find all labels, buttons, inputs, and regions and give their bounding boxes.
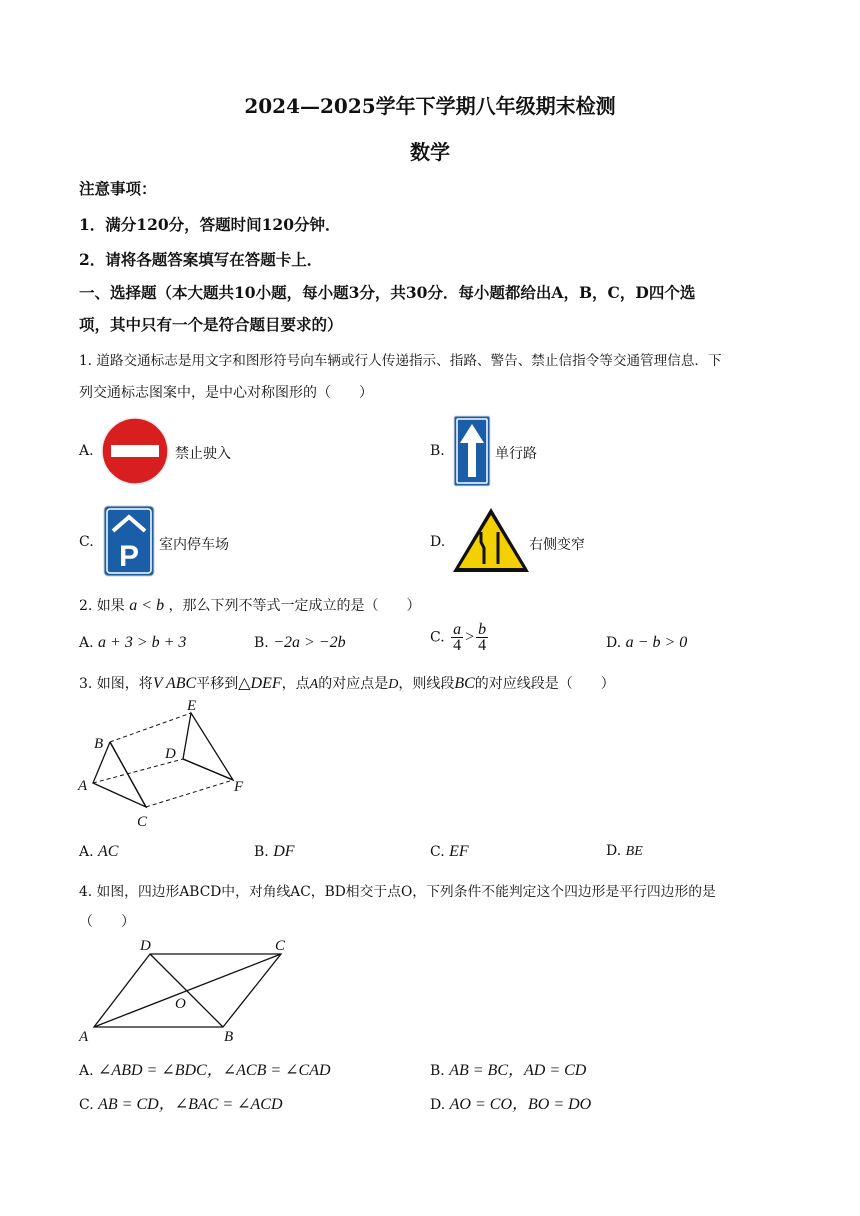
- q2-option-d-letter: D.: [606, 635, 622, 651]
- q2-option-d-expr: a − b > 0: [625, 634, 688, 651]
- q4-label-o: O: [175, 996, 186, 1012]
- q4-option-d[interactable]: D. AO = CO，BO = DO: [430, 1096, 592, 1113]
- q2-option-c-rel: >: [465, 628, 475, 646]
- q3-option-d[interactable]: D. BE: [606, 843, 643, 859]
- indoor-parking-icon: [103, 505, 155, 577]
- q1-stem-line2: 列交通标志图案中，是中心对称图形的（ ）: [79, 385, 373, 401]
- q2-condition: a < b: [129, 597, 165, 614]
- q1-option-d-letter[interactable]: D.: [430, 534, 446, 550]
- section-heading-line1: 一、选择题（本大题共10小题，每小题3分，共30分．每小题都给出A，B，C，D四个选: [79, 283, 696, 302]
- svg-text:P: P: [118, 540, 140, 573]
- q1-option-d-label: 右侧变窄: [529, 537, 585, 553]
- q1-option-b-label: 单行路: [495, 446, 537, 462]
- q3-stem: 3. 如图，将V ABC平移到△DEF，点A的对应点是D，则线段BC的对应线段是（ ）: [79, 675, 615, 692]
- q3-label-e: E: [187, 698, 197, 714]
- q2-option-c-letter: C.: [430, 629, 445, 646]
- q4-option-a[interactable]: A. ∠ABD = ∠BDC，∠ACB = ∠CAD: [79, 1062, 331, 1079]
- road-narrows-right-icon: [451, 506, 531, 574]
- q4-parallelogram-figure: [74, 934, 304, 1046]
- q4-label-c: C: [275, 938, 286, 954]
- q3-option-b[interactable]: B. DF: [254, 843, 295, 860]
- q2-option-c[interactable]: [430, 622, 490, 653]
- q4-label-b: B: [224, 1029, 234, 1045]
- q2-option-a[interactable]: [79, 634, 186, 652]
- subject-title: 数学: [410, 140, 450, 164]
- q3-label-f: F: [234, 779, 244, 795]
- q1-option-c-label: 室内停车场: [159, 537, 229, 553]
- section-heading-line2: 项，其中只有一个是符合题目要求的）: [79, 315, 343, 334]
- q4-option-c[interactable]: C. AB = CD，∠BAC = ∠ACD: [79, 1096, 283, 1113]
- q2-option-b-expr: −2a > −2b: [273, 634, 346, 651]
- q4-option-b[interactable]: B. AB = BC，AD = CD: [430, 1062, 587, 1079]
- notice-item-2: 2．请将各题答案填写在答题卡上．: [79, 250, 323, 269]
- q3-translation-figure: [74, 696, 254, 832]
- q1-option-a-letter[interactable]: A.: [79, 443, 94, 459]
- notice-item-1: 1．满分120分，答题时间120分钟．: [79, 215, 341, 234]
- q2-stem: [79, 595, 421, 615]
- q3-option-a[interactable]: A. AC: [79, 843, 119, 860]
- q2-prefix: 2. 如果: [79, 598, 125, 614]
- no-entry-icon: [100, 416, 170, 486]
- q2-option-c-frac2: $\frac{b}{4}$: [478, 621, 487, 654]
- q2-option-a-expr: a + 3 > b + 3: [98, 634, 187, 651]
- q3-triangle-abc: V ABC: [152, 675, 197, 692]
- q4-label-a: A: [79, 1029, 89, 1045]
- q4-stem-line1: 4. 如图，四边形ABCD中，对角线AC，BD相交于点O，下列条件不能判定这个四边形是平行四边形的是: [79, 884, 716, 900]
- q1-option-b-letter[interactable]: B.: [430, 443, 445, 459]
- q3-label-c: C: [137, 814, 148, 830]
- notice-heading: 注意事项：: [79, 179, 157, 198]
- q1-option-a-label: 禁止驶入: [175, 446, 231, 462]
- q2-option-c-frac1: $\frac{a}{4}$: [453, 621, 462, 654]
- q2-option-b-letter: B.: [254, 635, 269, 651]
- exam-title: 2024—2025学年下学期八年级期末检测: [244, 94, 616, 118]
- one-way-arrow-icon: [453, 415, 491, 487]
- q3-label-b: B: [94, 736, 104, 752]
- q1-stem-line1: 1. 道路交通标志是用文字和图形符号向车辆或行人传递指示、指路、警告、禁止信指令等交通管理信息．下: [79, 353, 722, 369]
- q2-option-d[interactable]: [606, 634, 687, 652]
- q4-label-d: D: [140, 938, 151, 954]
- q2-option-a-letter: A.: [79, 635, 94, 651]
- q3-label-a: A: [78, 778, 88, 794]
- q3-option-c[interactable]: C. EF: [430, 843, 469, 860]
- q2-option-b[interactable]: [254, 634, 346, 652]
- q3-triangle-def: △DEF: [238, 675, 282, 692]
- q3-label-d: D: [165, 746, 176, 762]
- q4-stem-line2: （ ）: [79, 914, 135, 930]
- q2-suffix: ，那么下列不等式一定成立的是（ ）: [168, 598, 421, 614]
- q1-option-c-letter[interactable]: C.: [79, 534, 94, 550]
